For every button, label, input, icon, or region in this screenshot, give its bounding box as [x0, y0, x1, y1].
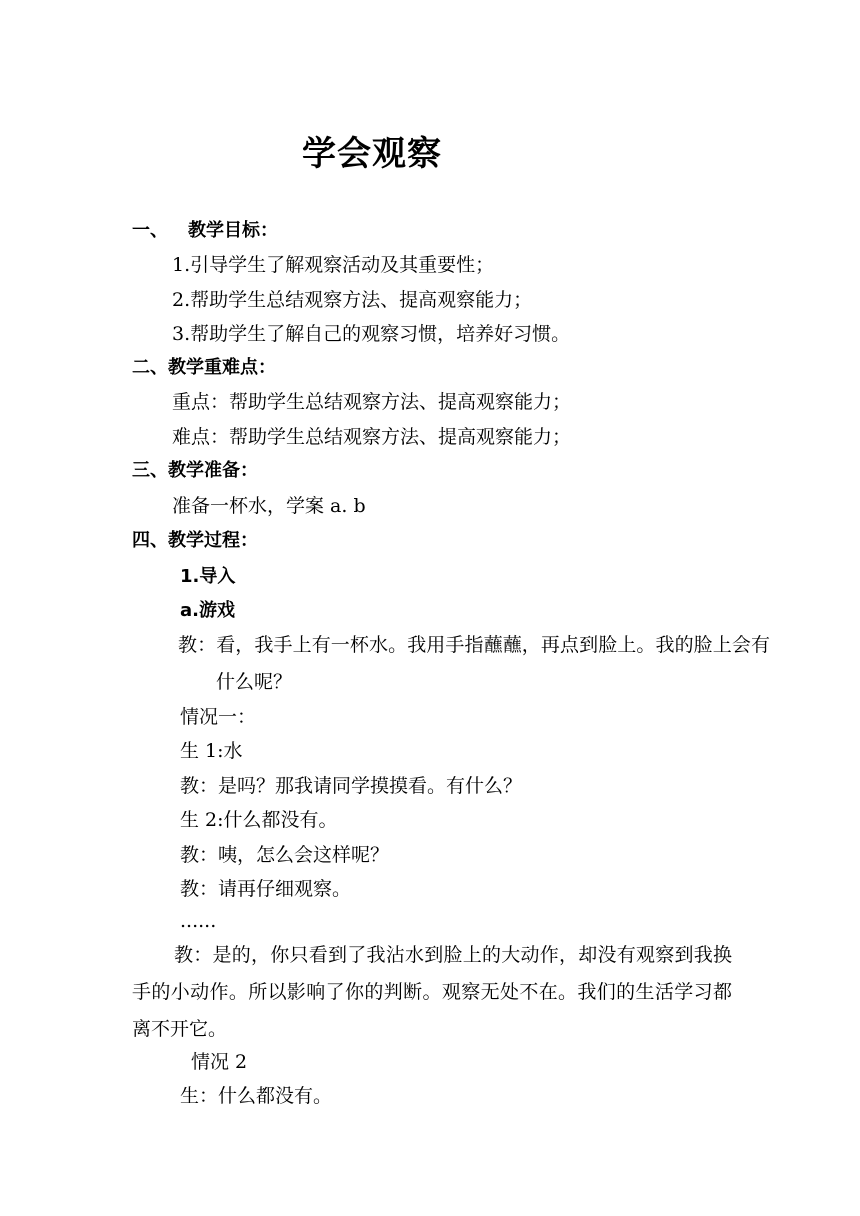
key-point-item: 难点：帮助学生总结观察方法、提高观察能力； — [172, 426, 572, 448]
dialogue-line: 教：是吗？那我请同学摸摸看。有什么？ — [180, 775, 523, 797]
objective-item: 3.帮助学生了解自己的观察习惯，培养好习惯。 — [172, 323, 571, 345]
case-label: 情况一： — [180, 706, 257, 728]
dialogue-line: 教：请再仔细观察。 — [180, 878, 352, 900]
preparation-item: 准备一杯水，学案 a. b — [172, 495, 366, 517]
objective-item: 2.帮助学生总结观察方法、提高观察能力； — [172, 289, 533, 311]
document-title: 学会观察 — [302, 134, 442, 174]
section-heading-key-points: 二、教学重难点： — [132, 357, 276, 378]
objective-item: 1.引导学生了解观察活动及其重要性； — [172, 254, 495, 276]
teacher-summary-paragraph: 教：是的，你只看到了我沾水到脸上的大动作，却没有观察到我换手的小动作。所以影响了你的判断。观察无处不在。我们的生活学习都离不开它。 — [132, 944, 732, 1040]
dialogue-line: 教：咦，怎么会这样呢？ — [180, 844, 390, 866]
section-number: 一、 — [132, 220, 168, 241]
section-heading-process: 四、教学过程： — [132, 530, 258, 551]
key-point-item: 重点：帮助学生总结观察方法、提高观察能力； — [172, 391, 572, 413]
substep-heading: a.游戏 — [180, 600, 235, 621]
section-heading-text: 教学目标： — [188, 220, 278, 241]
section-heading-objectives — [132, 218, 278, 244]
ellipsis-line: ...... — [180, 910, 217, 932]
dialogue-line: 生 2:什么都没有。 — [180, 809, 338, 831]
step-heading: 1.导入 — [180, 566, 236, 587]
dialogue-line: 生：什么都没有。 — [180, 1085, 333, 1107]
teacher-intro-paragraph: 教：看，我手上有一杯水。我用手指蘸蘸，再点到脸上。我的脸上会有什么呢？ — [178, 634, 770, 693]
section-heading-preparation: 三、教学准备： — [132, 460, 258, 481]
dialogue-line: 生 1:水 — [180, 740, 243, 762]
case-label: 情况 2 — [191, 1051, 248, 1073]
